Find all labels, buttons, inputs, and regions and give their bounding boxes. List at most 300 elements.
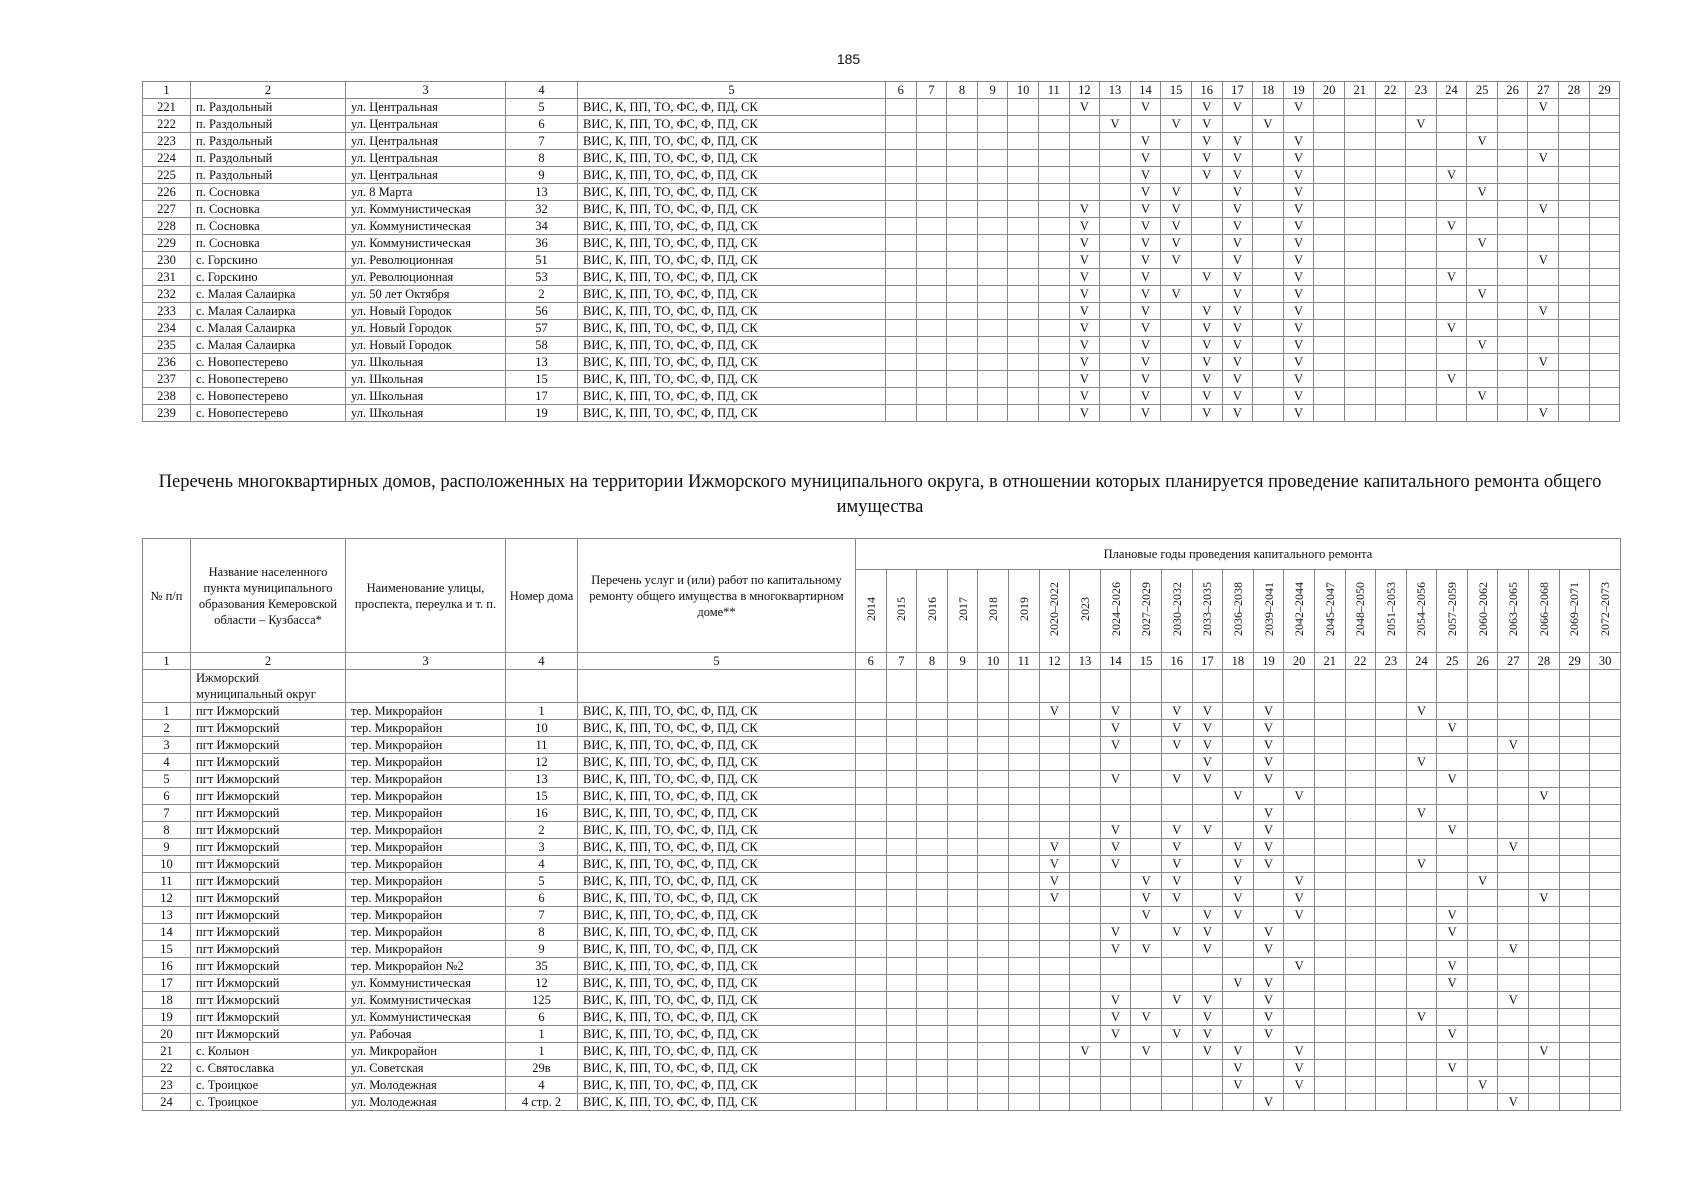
house-cell: 1 <box>506 1026 578 1043</box>
year-mark-cell <box>856 1060 887 1077</box>
year-mark-cell <box>1437 737 1468 754</box>
works-cell: ВИС, К, ПП, ТО, ФС, Ф, ПД, СК <box>578 1043 856 1060</box>
year-mark-cell <box>1497 167 1528 184</box>
settlement-cell: с. Троицкое <box>191 1094 346 1111</box>
year-mark-cell <box>886 235 917 252</box>
table-row <box>143 303 1651 320</box>
year-mark-cell <box>1344 116 1375 133</box>
year-mark-cell <box>1559 754 1590 771</box>
year-mark-cell <box>1529 754 1560 771</box>
year-mark-cell <box>1344 133 1375 150</box>
year-mark-cell <box>1070 1009 1101 1026</box>
year-mark-cell <box>978 907 1009 924</box>
year-mark-cell <box>1559 99 1590 116</box>
year-mark-cell: V <box>1039 856 1070 873</box>
year-mark-cell <box>1559 720 1590 737</box>
works-cell: ВИС, К, ПП, ТО, ФС, Ф, ПД, СК <box>578 1077 856 1094</box>
table-row <box>143 286 1651 303</box>
year-mark-cell <box>917 805 948 822</box>
year-label: 2051–2053 <box>1383 582 1398 636</box>
year-mark-cell <box>886 167 917 184</box>
year-header <box>1039 570 1070 653</box>
year-mark-cell <box>1436 133 1467 150</box>
year-mark-cell: V <box>1191 99 1222 116</box>
year-mark-cell <box>856 873 887 890</box>
year-mark-cell <box>1529 822 1560 839</box>
year-mark-cell: V <box>1528 354 1559 371</box>
year-mark-cell <box>1100 805 1131 822</box>
works-cell: ВИС, К, ПП, ТО, ФС, Ф, ПД, СК <box>578 975 856 992</box>
year-mark-cell <box>1345 822 1376 839</box>
year-mark-cell <box>1070 992 1101 1009</box>
street-cell: ул. Центральная <box>346 150 506 167</box>
year-mark-cell: V <box>1131 873 1162 890</box>
row-number: 24 <box>143 1094 191 1111</box>
year-mark-cell <box>1437 890 1468 907</box>
year-mark-cell <box>1437 703 1468 720</box>
year-mark-cell: V <box>1130 371 1161 388</box>
year-mark-cell <box>1375 133 1406 150</box>
year-mark-cell <box>1498 924 1529 941</box>
year-mark-cell <box>1223 958 1254 975</box>
year-mark-cell: V <box>1130 354 1161 371</box>
year-mark-cell <box>1529 958 1560 975</box>
year-mark-cell <box>947 907 978 924</box>
year-mark-cell <box>1008 99 1039 116</box>
year-mark-cell: V <box>1528 252 1559 269</box>
group-empty-cell <box>1406 670 1437 703</box>
table-row <box>143 405 1651 422</box>
year-mark-cell <box>1406 941 1437 958</box>
year-mark-cell <box>1070 703 1101 720</box>
works-cell: ВИС, К, ПП, ТО, ФС, Ф, ПД, СК <box>578 873 856 890</box>
year-mark-cell <box>1070 822 1101 839</box>
year-mark-cell <box>978 839 1009 856</box>
year-mark-cell <box>1223 1026 1254 1043</box>
group-empty-cell <box>917 670 948 703</box>
year-mark-cell: V <box>1253 941 1284 958</box>
year-mark-cell <box>947 924 978 941</box>
year-mark-cell: V <box>1283 269 1314 286</box>
year-mark-cell <box>1345 839 1376 856</box>
year-mark-cell <box>886 992 917 1009</box>
row-number: 223 <box>143 133 191 150</box>
column-number: 22 <box>1345 653 1376 670</box>
year-mark-cell <box>1253 337 1284 354</box>
year-mark-cell <box>977 388 1008 405</box>
year-mark-cell <box>1008 856 1039 873</box>
year-mark-cell <box>947 133 978 150</box>
year-mark-cell <box>1100 1043 1131 1060</box>
year-mark-cell <box>1529 1094 1560 1111</box>
year-mark-cell <box>886 218 917 235</box>
year-mark-cell: V <box>1161 252 1192 269</box>
year-mark-cell: V <box>1284 788 1315 805</box>
year-mark-cell <box>1529 839 1560 856</box>
year-mark-cell <box>1161 337 1192 354</box>
year-mark-cell: V <box>1161 286 1192 303</box>
year-mark-cell <box>1314 167 1345 184</box>
year-mark-cell <box>886 941 917 958</box>
house-cell: 6 <box>506 890 578 907</box>
year-mark-cell: V <box>1191 405 1222 422</box>
column-number: 24 <box>1406 653 1437 670</box>
year-mark-cell: V <box>1223 890 1254 907</box>
year-mark-cell <box>1039 924 1070 941</box>
year-mark-cell: V <box>1253 975 1284 992</box>
year-mark-cell <box>1406 907 1437 924</box>
house-cell: 32 <box>506 201 578 218</box>
year-mark-cell <box>1008 771 1039 788</box>
year-label: 2048–2050 <box>1353 582 1368 636</box>
year-mark-cell <box>1529 737 1560 754</box>
year-mark-cell <box>1497 116 1528 133</box>
year-mark-cell <box>977 337 1008 354</box>
year-mark-cell: V <box>1222 184 1253 201</box>
year-mark-cell <box>1559 771 1590 788</box>
year-mark-cell <box>856 771 887 788</box>
year-mark-cell <box>1038 218 1069 235</box>
street-cell: ул. Рабочая <box>346 1026 506 1043</box>
row-number: 7 <box>143 805 191 822</box>
year-mark-cell: V <box>1283 133 1314 150</box>
year-mark-cell <box>1345 1077 1376 1094</box>
year-mark-cell: V <box>1223 873 1254 890</box>
year-mark-cell <box>886 133 917 150</box>
year-mark-cell <box>1253 354 1284 371</box>
row-number: 9 <box>143 839 191 856</box>
group-empty-cell <box>1161 670 1192 703</box>
year-mark-cell <box>1559 388 1590 405</box>
year-mark-cell <box>947 890 978 907</box>
year-mark-cell: V <box>1253 771 1284 788</box>
year-mark-cell <box>1376 703 1407 720</box>
house-cell: 5 <box>506 873 578 890</box>
settlement-cell: п. Сосновка <box>191 201 346 218</box>
column-number: 16 <box>1161 653 1192 670</box>
year-mark-cell <box>1284 754 1315 771</box>
year-mark-cell <box>1467 754 1498 771</box>
year-mark-cell <box>1344 388 1375 405</box>
house-cell: 9 <box>506 941 578 958</box>
settlement-cell: пгт Ижморский <box>191 873 346 890</box>
year-mark-cell <box>1284 992 1315 1009</box>
table-row <box>143 337 1651 354</box>
year-mark-cell <box>947 1043 978 1060</box>
year-mark-cell <box>1437 788 1468 805</box>
year-mark-cell <box>1008 235 1039 252</box>
year-mark-cell: V <box>1131 941 1162 958</box>
year-mark-cell <box>1008 992 1039 1009</box>
year-mark-cell <box>1253 235 1284 252</box>
year-mark-cell <box>1008 805 1039 822</box>
year-mark-cell <box>1100 320 1131 337</box>
year-mark-cell <box>1467 737 1498 754</box>
street-cell: ул. Коммунистическая <box>346 975 506 992</box>
table-row <box>143 218 1651 235</box>
settlement-cell: с. Троицкое <box>191 1077 346 1094</box>
year-mark-cell <box>1345 975 1376 992</box>
group-empty-cell <box>1192 670 1223 703</box>
settlement-cell: пгт Ижморский <box>191 720 346 737</box>
year-mark-cell <box>977 116 1008 133</box>
year-mark-cell <box>1344 201 1375 218</box>
table-row <box>143 720 1621 737</box>
year-label: 2033–2035 <box>1200 582 1215 636</box>
works-cell: ВИС, К, ПП, ТО, ФС, Ф, ПД, СК <box>578 992 856 1009</box>
year-mark-cell <box>1376 771 1407 788</box>
year-mark-cell <box>978 873 1009 890</box>
settlement-cell: пгт Ижморский <box>191 771 346 788</box>
year-mark-cell: V <box>1222 150 1253 167</box>
year-mark-cell: V <box>1222 354 1253 371</box>
year-mark-cell <box>1498 788 1529 805</box>
year-mark-cell: V <box>1436 371 1467 388</box>
year-mark-cell <box>1345 924 1376 941</box>
year-mark-cell <box>1406 1026 1437 1043</box>
year-mark-cell <box>1589 150 1620 167</box>
year-mark-cell <box>1161 99 1192 116</box>
year-mark-cell <box>947 754 978 771</box>
year-mark-cell <box>1559 924 1590 941</box>
year-mark-cell <box>1376 1094 1407 1111</box>
year-mark-cell <box>1559 873 1590 890</box>
year-mark-cell: V <box>1223 907 1254 924</box>
year-mark-cell <box>1498 1077 1529 1094</box>
year-mark-cell: V <box>1191 320 1222 337</box>
house-cell: 8 <box>506 924 578 941</box>
table-row <box>143 1060 1621 1077</box>
house-cell: 12 <box>506 754 578 771</box>
group-label: Ижморский муниципальный округ <box>191 670 346 703</box>
year-mark-cell <box>1497 337 1528 354</box>
year-mark-cell <box>1559 788 1590 805</box>
year-mark-cell <box>1100 150 1131 167</box>
column-number: 16 <box>1191 82 1222 99</box>
column-number: 26 <box>1497 82 1528 99</box>
house-cell: 35 <box>506 958 578 975</box>
year-mark-cell <box>947 320 978 337</box>
year-label: 2045–2047 <box>1322 582 1337 636</box>
year-mark-cell <box>1467 116 1498 133</box>
year-mark-cell <box>1253 320 1284 337</box>
year-mark-cell <box>886 320 917 337</box>
column-number: 28 <box>1529 653 1560 670</box>
header-settlement: Название населенного пункта муниципального образования Кемеровской области – Кузбасса* <box>191 539 346 653</box>
street-cell: тер. Микрорайон <box>346 788 506 805</box>
year-mark-cell <box>856 788 887 805</box>
year-mark-cell: V <box>1467 1077 1498 1094</box>
year-mark-cell: V <box>1223 1077 1254 1094</box>
year-mark-cell <box>1008 924 1039 941</box>
year-mark-cell <box>1284 856 1315 873</box>
year-mark-cell: V <box>1070 1043 1101 1060</box>
settlement-cell: с. Новопестерево <box>191 405 346 422</box>
year-header <box>1070 570 1101 653</box>
works-cell: ВИС, К, ПП, ТО, ФС, Ф, ПД, СК <box>578 941 856 958</box>
settlement-cell: пгт Ижморский <box>191 992 346 1009</box>
year-mark-cell <box>1192 788 1223 805</box>
year-mark-cell <box>1590 856 1621 873</box>
year-mark-cell <box>916 252 947 269</box>
year-mark-cell <box>1376 1077 1407 1094</box>
year-mark-cell <box>1039 1094 1070 1111</box>
year-mark-cell: V <box>1222 167 1253 184</box>
year-mark-cell: V <box>1069 269 1100 286</box>
year-mark-cell <box>1253 99 1284 116</box>
year-mark-cell <box>917 975 948 992</box>
group-empty-cell <box>1590 670 1621 703</box>
year-mark-cell <box>978 1043 1009 1060</box>
year-mark-cell <box>1161 269 1192 286</box>
year-mark-cell <box>856 941 887 958</box>
year-mark-cell: V <box>1100 992 1131 1009</box>
year-mark-cell <box>1590 941 1621 958</box>
header-years-group: Плановые годы проведения капитального ремонта <box>856 539 1621 570</box>
year-mark-cell: V <box>1436 167 1467 184</box>
year-mark-cell <box>1100 890 1131 907</box>
column-number: 14 <box>1130 82 1161 99</box>
settlement-cell: с. Малая Салаирка <box>191 286 346 303</box>
year-mark-cell <box>1314 737 1345 754</box>
year-mark-cell <box>1559 1077 1590 1094</box>
year-mark-cell <box>1008 788 1039 805</box>
table-row <box>143 252 1651 269</box>
year-mark-cell <box>978 890 1009 907</box>
year-mark-cell <box>1131 839 1162 856</box>
year-mark-cell <box>1161 1060 1192 1077</box>
year-mark-cell <box>1284 1094 1315 1111</box>
year-mark-cell <box>916 303 947 320</box>
year-mark-cell <box>886 822 917 839</box>
year-mark-cell: V <box>1130 150 1161 167</box>
year-mark-cell <box>978 720 1009 737</box>
year-mark-cell <box>1498 1009 1529 1026</box>
row-number: 6 <box>143 788 191 805</box>
year-mark-cell <box>1437 873 1468 890</box>
year-mark-cell: V <box>1498 1094 1529 1111</box>
year-mark-cell <box>1070 805 1101 822</box>
year-mark-cell <box>1467 958 1498 975</box>
year-mark-cell <box>1161 303 1192 320</box>
year-mark-cell: V <box>1161 235 1192 252</box>
year-mark-cell <box>1467 405 1498 422</box>
year-mark-cell <box>1345 1009 1376 1026</box>
year-mark-cell <box>1590 771 1621 788</box>
year-mark-cell <box>1406 184 1437 201</box>
year-mark-cell <box>1038 150 1069 167</box>
year-mark-cell <box>886 405 917 422</box>
table-row <box>143 184 1651 201</box>
year-mark-cell: V <box>1222 388 1253 405</box>
year-mark-cell: V <box>1437 958 1468 975</box>
year-mark-cell <box>856 754 887 771</box>
year-mark-cell <box>1467 150 1498 167</box>
year-mark-cell <box>1008 388 1039 405</box>
year-mark-cell <box>1498 1043 1529 1060</box>
year-mark-cell <box>1314 805 1345 822</box>
year-mark-cell <box>1008 133 1039 150</box>
settlement-cell: п. Сосновка <box>191 218 346 235</box>
year-mark-cell: V <box>1222 286 1253 303</box>
year-mark-cell <box>886 286 917 303</box>
year-mark-cell <box>856 1043 887 1060</box>
year-mark-cell <box>1589 303 1620 320</box>
column-number: 25 <box>1437 653 1468 670</box>
group-empty-cell <box>143 670 191 703</box>
year-mark-cell <box>1376 958 1407 975</box>
works-cell: ВИС, К, ПП, ТО, ФС, Ф, ПД, СК <box>578 405 886 422</box>
year-mark-cell <box>1528 235 1559 252</box>
year-mark-cell <box>1498 958 1529 975</box>
year-mark-cell <box>1008 839 1039 856</box>
year-mark-cell: V <box>1222 252 1253 269</box>
year-mark-cell <box>1070 907 1101 924</box>
year-mark-cell <box>1590 1026 1621 1043</box>
year-mark-cell <box>1161 388 1192 405</box>
year-label: 2014 <box>863 597 878 621</box>
table-row <box>143 235 1651 252</box>
house-cell: 51 <box>506 252 578 269</box>
year-label: 2024–2026 <box>1108 582 1123 636</box>
house-cell: 2 <box>506 822 578 839</box>
group-empty-cell <box>886 670 917 703</box>
year-mark-cell <box>1590 822 1621 839</box>
year-mark-cell <box>1529 1077 1560 1094</box>
year-mark-cell <box>947 252 978 269</box>
year-mark-cell <box>1344 99 1375 116</box>
year-mark-cell: V <box>1283 218 1314 235</box>
year-label: 2057–2059 <box>1445 582 1460 636</box>
year-mark-cell <box>1376 1026 1407 1043</box>
year-label: 2020–2022 <box>1047 582 1062 636</box>
year-mark-cell <box>1467 1009 1498 1026</box>
year-mark-cell <box>916 150 947 167</box>
year-mark-cell <box>1008 1026 1039 1043</box>
year-mark-cell <box>1344 371 1375 388</box>
year-mark-cell <box>1284 720 1315 737</box>
year-mark-cell <box>1529 856 1560 873</box>
year-mark-cell <box>1497 354 1528 371</box>
year-mark-cell <box>1100 371 1131 388</box>
row-number: 233 <box>143 303 191 320</box>
year-mark-cell <box>947 1077 978 1094</box>
year-mark-cell <box>1375 320 1406 337</box>
column-number: 28 <box>1559 82 1590 99</box>
year-mark-cell: V <box>1039 890 1070 907</box>
year-mark-cell <box>1344 303 1375 320</box>
year-mark-cell: V <box>1161 184 1192 201</box>
header-num: № п/п <box>143 539 191 653</box>
year-mark-cell <box>1559 303 1590 320</box>
year-mark-cell <box>977 167 1008 184</box>
year-mark-cell <box>1100 167 1131 184</box>
year-mark-cell <box>1376 1060 1407 1077</box>
street-cell: ул. Школьная <box>346 354 506 371</box>
year-mark-cell <box>1223 737 1254 754</box>
street-cell: ул. Школьная <box>346 371 506 388</box>
year-mark-cell: V <box>1253 839 1284 856</box>
settlement-cell: пгт Ижморский <box>191 839 346 856</box>
year-mark-cell <box>856 958 887 975</box>
year-mark-cell <box>1559 320 1590 337</box>
year-mark-cell <box>977 99 1008 116</box>
house-cell: 6 <box>506 116 578 133</box>
year-mark-cell <box>1253 303 1284 320</box>
year-mark-cell <box>1498 1026 1529 1043</box>
year-mark-cell <box>947 737 978 754</box>
year-mark-cell <box>916 116 947 133</box>
